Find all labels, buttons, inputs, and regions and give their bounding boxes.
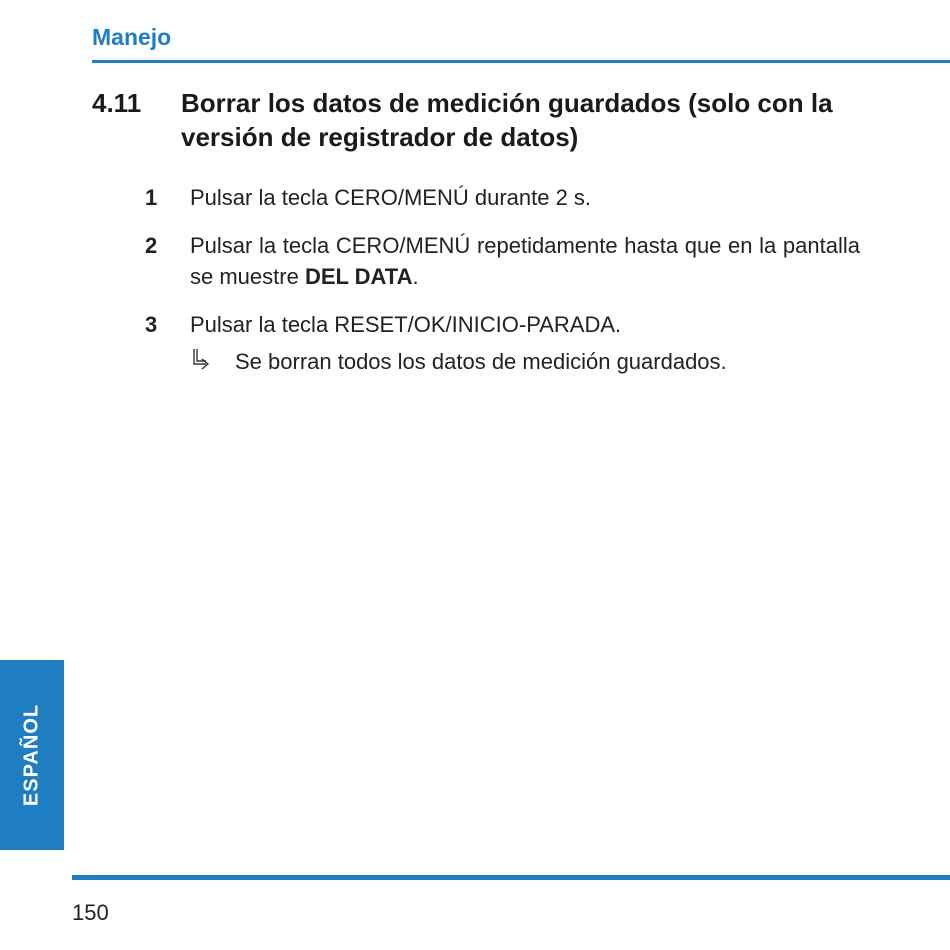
step-text xyxy=(190,233,860,289)
chapter-heading xyxy=(92,86,852,154)
step-result xyxy=(190,346,860,377)
page-number: 150 xyxy=(72,900,109,925)
step-text-before: Pulsar la tecla CERO/MENÚ repetidamente hasta que en la pantalla se muestre xyxy=(190,233,860,289)
step-list xyxy=(145,182,860,394)
step-text-after: . xyxy=(412,264,419,289)
step-item xyxy=(145,182,860,213)
display-text-emphasis: DEL DATA xyxy=(304,264,413,289)
step-number: 1 xyxy=(145,185,158,210)
chapter-number: 4.11 xyxy=(92,88,142,118)
language-tab-label: ESPAÑOL xyxy=(20,703,43,807)
result-arrow-icon xyxy=(190,347,212,373)
footer-rule xyxy=(72,875,950,880)
step-text: Pulsar la tecla CERO/MENÚ durante 2 s. xyxy=(190,185,592,210)
header-rule xyxy=(92,60,950,63)
step-text: Pulsar la tecla RESET/OK/INICIO-PARADA. xyxy=(190,312,622,337)
step-number: 2 xyxy=(145,233,158,258)
step-item xyxy=(145,309,860,377)
chapter-title: Borrar los datos de medición guardados (solo con la versión de registrador de datos) xyxy=(181,88,833,152)
section-header: Manejo xyxy=(92,24,172,50)
language-tab xyxy=(0,660,64,850)
step-number: 3 xyxy=(145,312,158,337)
step-item xyxy=(145,230,860,292)
result-text: Se borran todos los datos de medición guardados. xyxy=(235,349,727,374)
